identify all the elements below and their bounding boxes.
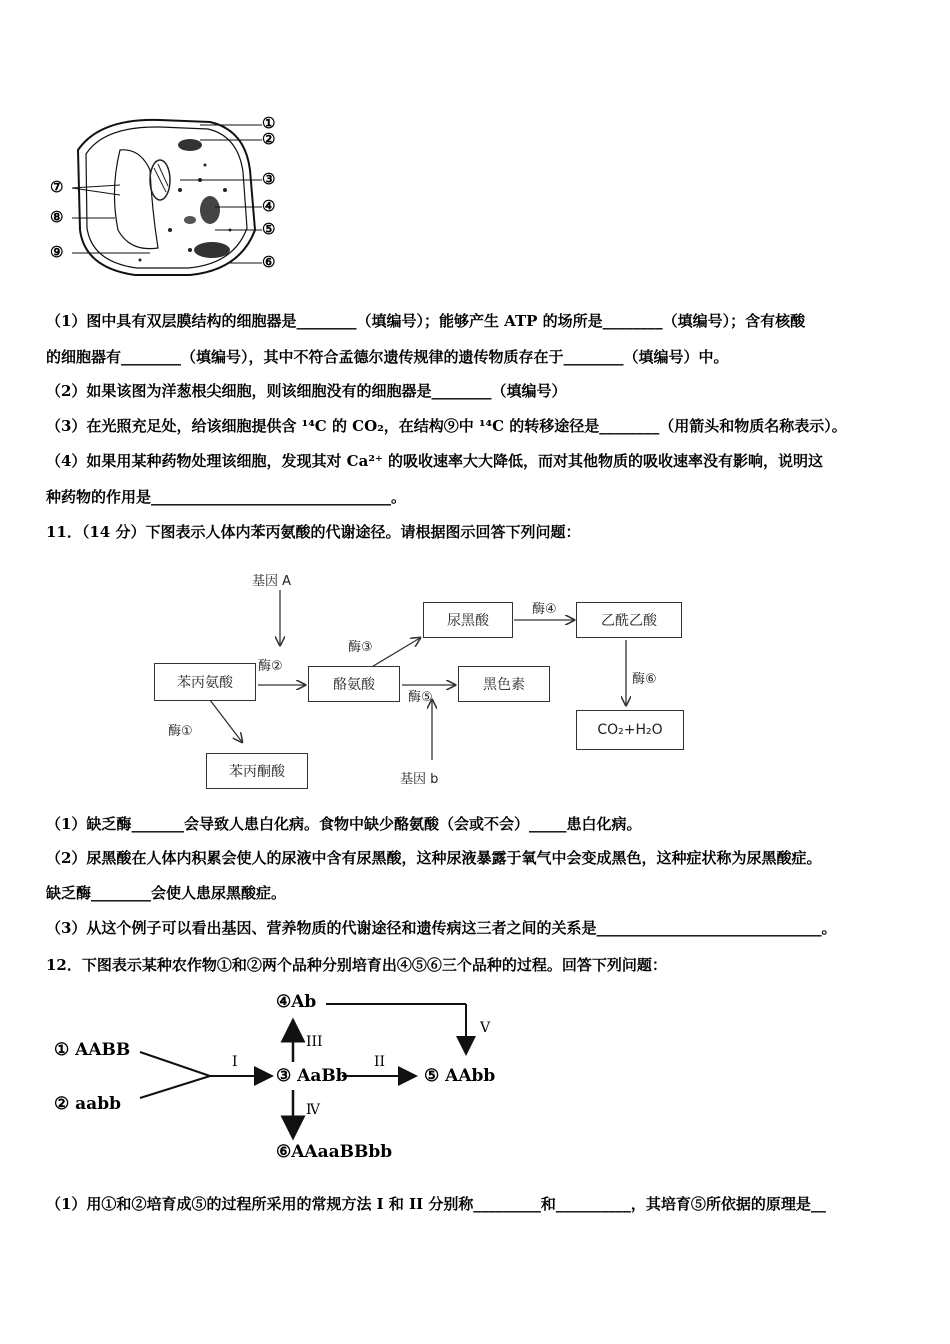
process-3-label: III [306, 1034, 323, 1050]
acetoacetate-box: 乙酰乙酸 [576, 602, 682, 638]
metabolism-diagram [140, 560, 700, 800]
q10-part1-line1: （1）图中具有双层膜结构的细胞器是________（填编号）；能够产生 ATP 的场所是________（填编号）；含有核酸 [46, 312, 806, 330]
q12-title: 12．下图表示某种农作物①和②两个品种分别培育出④⑤⑥三个品种的过程。回答下列问题： [46, 956, 667, 974]
tyrosine-box: 酪氨酸 [308, 666, 400, 702]
q10-part1-line2: 的细胞器有________（填编号），其中不符合孟德尔遗传规律的遗传物质存在于________（填编号）中。 [46, 348, 729, 366]
enzyme-4-label: 酶④ [532, 602, 557, 617]
process-5-label: V [480, 1020, 491, 1036]
q10-part4-line1: （4）如果用某种药物处理该细胞，发现其对 Ca²⁺ 的吸收速率大大降低，而对其他物质的吸收速率没有影响，说明这 [46, 452, 824, 470]
enzyme-2-label: 酶② [258, 659, 283, 674]
variety-5-label: ⑤ AAbb [424, 1066, 496, 1086]
q11-part1: （1）缺乏酶_______会导致人患白化病。食物中缺少酪氨酸（会或不会）_____患白化病。 [46, 815, 642, 833]
breeding-diagram [50, 990, 530, 1170]
enzyme-3-label: 酶③ [348, 640, 373, 655]
enzyme-5-label: 酶⑤ [408, 690, 433, 705]
q12-part1: （1）用①和②培育成⑤的过程所采用的常规方法 I 和 II 分别称_________和__________，其培育⑤所依据的原理是__ [46, 1195, 826, 1213]
q10-part3: （3）在光照充足处，给该细胞提供含 ¹⁴C 的 CO₂，在结构⑨中 ¹⁴C 的转移途径是________（用箭头和物质名称表示）。 [46, 417, 847, 435]
cell-label-3: ③ [262, 170, 276, 188]
cell-label-5: ⑤ [262, 220, 276, 238]
process-1-label: I [232, 1054, 238, 1070]
plant-cell-drawing [40, 110, 300, 280]
variety-3-label: ③ AaBb [276, 1066, 348, 1086]
q11-part2-line2: 缺乏酶________会使人患尿黑酸症。 [46, 884, 287, 902]
enzyme-6-label: 酶⑥ [632, 672, 657, 687]
melanin-box: 黑色素 [458, 666, 550, 702]
gene-b-label: 基因 b [400, 772, 439, 787]
q11-part2-line1: （2）尿黑酸在人体内积累会使人的尿液中含有尿黑酸，这种尿液暴露于氧气中会变成黑色，这种症状称为尿黑酸症。 [46, 849, 822, 867]
q10-part2: （2）如果该图为洋葱根尖细胞，则该细胞没有的细胞器是________（填编号） [46, 382, 567, 400]
cell-label-2: ② [262, 130, 276, 148]
cell-label-6: ⑥ [262, 253, 276, 271]
variety-6-label: ⑥AAaaBBbb [276, 1142, 393, 1162]
phenylalanine-box: 苯丙氨酸 [154, 663, 256, 701]
q10-part4-line2: 种药物的作用是________________________________。 [46, 488, 407, 506]
q11-title: 11．（14 分）下图表示人体内苯丙氨酸的代谢途径。请根据图示回答下列问题： [46, 523, 581, 541]
plant-cell-figure [40, 110, 300, 280]
cell-label-1: ① [262, 114, 276, 132]
process-2-label: II [374, 1054, 386, 1070]
homogentisic-acid-box: 尿黑酸 [423, 602, 513, 638]
process-4-label: Ⅳ [306, 1102, 320, 1118]
phenylpyruvate-box: 苯丙酮酸 [206, 753, 308, 789]
variety-2-label: ② aabb [54, 1094, 121, 1114]
q11-part3: （3）从这个例子可以看出基因、营养物质的代谢途径和遗传病这三者之间的关系是______________________________。 [46, 919, 837, 937]
cell-label-8: ⑧ [50, 208, 64, 226]
cell-label-9: ⑨ [50, 243, 64, 261]
cell-label-7: ⑦ [50, 178, 64, 196]
co2-h2o-box: CO₂+H₂O [576, 710, 684, 750]
variety-4-label: ④Ab [276, 992, 317, 1012]
gene-a-label: 基因 A [252, 574, 292, 589]
cell-label-4: ④ [262, 197, 276, 215]
enzyme-1-label: 酶① [168, 724, 193, 739]
variety-1-label: ① AABB [54, 1040, 131, 1060]
